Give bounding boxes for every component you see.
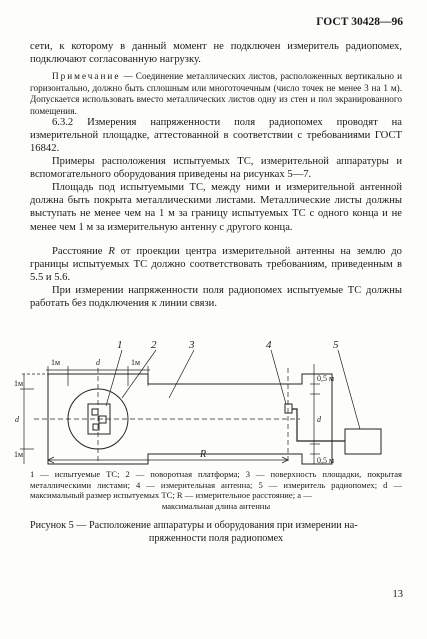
callout-2: 2 — [151, 339, 157, 351]
distance-variable: R — [108, 246, 115, 257]
dim-right-half-bottom: 0,5 м — [317, 456, 335, 465]
dim-left-1m-bottom: 1м — [14, 450, 24, 459]
paragraph-6-3-2: 6.3.2 Измерения напряженности поля радиопомех проводят на измерительной площадке, аттестованной в соответствии с требованиями ГОСТ 16842. — [30, 117, 402, 155]
note-text: — Соединение металлических листов, расположенных вертикально и горизонтально, должно быть сплошным или многоточечным (число точек не менее 3 на 1 м). Допускается использовать вместо металлических листов одну из стен и пол экранированного помещения. — [30, 71, 402, 116]
dim-top-left-1m: 1м — [51, 358, 61, 367]
dim-r: R — [200, 449, 207, 460]
page-number: 13 — [392, 589, 403, 600]
callout-4: 4 — [266, 339, 272, 351]
caption-line-1: Рисунок 5 — Расположение аппаратуры и оборудования при измерении на- — [30, 520, 358, 531]
legend-line-2: максимальная длина антенны — [161, 500, 271, 511]
note-label: Примечание — [52, 71, 121, 81]
paragraph-distance-r — [30, 245, 402, 285]
figure-legend — [30, 469, 402, 511]
dim-top-d: d — [96, 358, 100, 367]
figure-5-layout-diagram — [14, 336, 414, 466]
receiver-box — [345, 429, 381, 454]
dim-left-d: d — [15, 415, 19, 424]
dim-right-d: d — [317, 415, 321, 424]
legend-line-1: 1 — испытуемые ТС; 2 — поворотная платформа; 3 — поверхность площадки, покрытая металлическими листами; 4 — измерительная антенна; 5 — измеритель радиопомех; d — максимальный размер испытуемых ТС; R — измерительное расстояние; a — — [30, 469, 402, 501]
paragraph-no-line: При измерении напряженности поля радиопомех испытуемые ТС должны работать без подключения к линии связи. — [30, 285, 402, 310]
figure-caption — [30, 520, 402, 545]
paragraph-examples: Примеры расположения испытуемых ТС, измерительной аппаратуры и вспомогательного оборудования приведены на рисунках 5—7. — [30, 156, 402, 181]
callout-5: 5 — [333, 339, 339, 351]
dim-top-right-1m: 1м — [131, 358, 141, 367]
dim-right-half-top: 0,5 м — [317, 374, 335, 383]
caption-line-2: пряженности поля радиопомех — [148, 532, 284, 544]
note-paragraph — [30, 71, 402, 117]
dim-left-1m-top: 1м — [14, 379, 24, 388]
distance-text-pre: Расстояние — [52, 246, 109, 257]
callout-1: 1 — [117, 339, 123, 351]
paragraph-continuation: сети, к которому в данный момент не подключен измеритель радиопомех, подключают согласованную нагрузку. — [30, 41, 402, 66]
paragraph-metal-sheets: Площадь под испытуемыми ТС, между ними и измерительной антенной должна быть покрыта металлическими листами. Металлические листы должны выступать не менее чем на 1 м за границу испытуемых ТС с одного конца и не менее чем 1 м за измерительную антенну с другого конца. — [30, 182, 402, 233]
callout-3: 3 — [189, 339, 195, 351]
distance-text-post: от проекции центра измерительной антенны на землю до границы испытуемых ТС должно соответствовать требованиям, приведенным в 5.5 и 5.6. — [30, 246, 402, 284]
standard-header: ГОСТ 30428—96 — [316, 16, 403, 28]
antenna-symbol — [285, 404, 292, 413]
